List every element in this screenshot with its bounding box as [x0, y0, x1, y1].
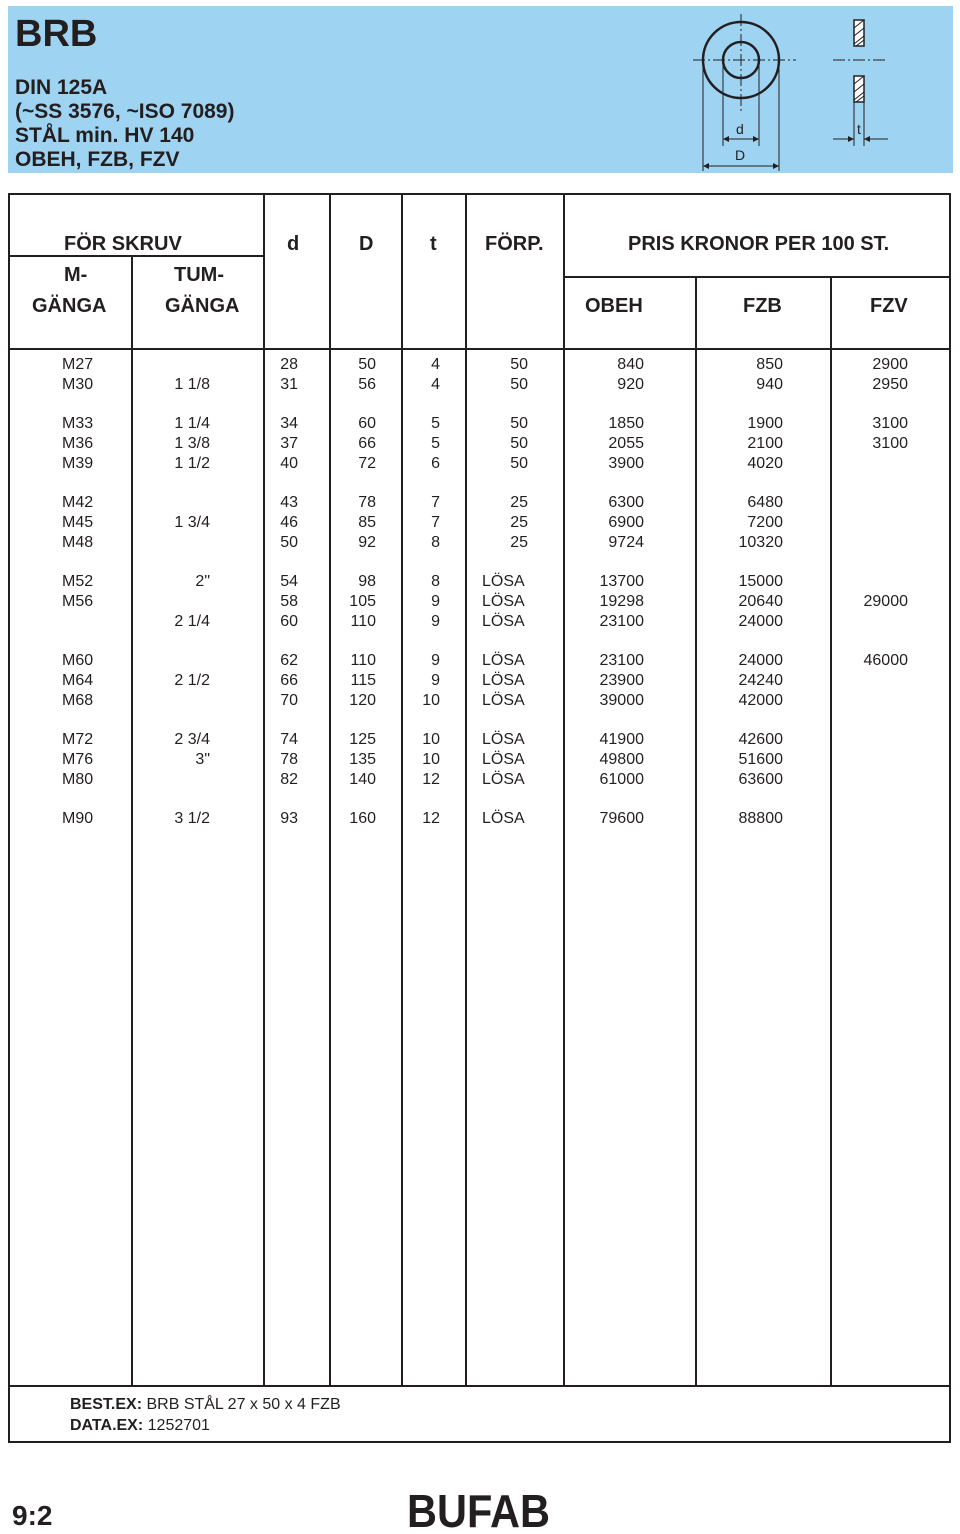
- cell-forp: LÖSA: [482, 573, 525, 590]
- cell-D: 98: [358, 573, 376, 590]
- cell-m: M33: [62, 415, 94, 432]
- cell-t: 6: [431, 455, 440, 472]
- cell-m: M60: [62, 652, 94, 669]
- cell-D: 120: [349, 692, 376, 709]
- header-forp: FÖRP.: [485, 233, 544, 255]
- cell-forp: 50: [510, 455, 528, 472]
- cell-obeh: 2055: [608, 435, 644, 452]
- col-divider-d-D: [329, 195, 331, 1385]
- cell-obeh: 920: [617, 376, 644, 393]
- cell-t: 4: [431, 356, 440, 373]
- cell-tum: 3": [195, 751, 210, 768]
- cell-tum: 1 3/4: [174, 514, 210, 531]
- cell-tum: 1 1/8: [174, 376, 210, 393]
- cell-d: 66: [280, 672, 298, 689]
- header-bottom-rule: [10, 348, 951, 350]
- cell-t: 4: [431, 376, 440, 393]
- cell-fzb: 42600: [738, 731, 783, 748]
- cell-tum: 1 1/4: [174, 415, 210, 432]
- cell-obeh: 6300: [608, 494, 644, 511]
- cell-obeh: 9724: [608, 534, 644, 551]
- bufab-logo: [407, 1488, 552, 1532]
- cell-m: M52: [62, 573, 94, 590]
- cell-tum: 2 1/4: [174, 613, 210, 630]
- cell-fzb: 24000: [738, 613, 783, 630]
- cell-forp: LÖSA: [482, 652, 525, 669]
- cell-obeh: 3900: [608, 455, 644, 472]
- cell-fzv: 2900: [872, 356, 908, 373]
- cell-m: M68: [62, 692, 94, 709]
- cell-D: 92: [358, 534, 376, 551]
- cell-forp: LÖSA: [482, 593, 525, 610]
- header-fzv: FZV: [870, 295, 908, 317]
- cell-fzb: 63600: [738, 771, 783, 788]
- header-obeh: OBEH: [585, 295, 643, 317]
- dim-label-D: D: [735, 147, 746, 163]
- page-number: 9:2: [12, 1500, 53, 1531]
- washer-dimension-drawing: [688, 6, 898, 173]
- cell-obeh: 840: [617, 356, 644, 373]
- header-tum-1: TUM-: [174, 264, 224, 286]
- dim-label-d: d: [736, 121, 744, 137]
- cell-d: 82: [280, 771, 298, 788]
- cell-fzb: 15000: [738, 573, 783, 590]
- spec-line-1: DIN 125A: [15, 76, 108, 99]
- cell-forp: 25: [510, 534, 528, 551]
- cell-forp: 50: [510, 435, 528, 452]
- cell-forp: LÖSA: [482, 692, 525, 709]
- cell-d: 70: [280, 692, 298, 709]
- header-for-skruv: FÖR SKRUV: [64, 233, 182, 255]
- cell-fzb: 42000: [738, 692, 783, 709]
- cell-forp: LÖSA: [482, 810, 525, 827]
- cell-m: M36: [62, 435, 94, 452]
- cell-m: M42: [62, 494, 94, 511]
- cell-t: 9: [431, 613, 440, 630]
- data-ex-value: 1252701: [147, 1417, 210, 1434]
- cell-D: 140: [349, 771, 376, 788]
- cell-fzb: 850: [756, 356, 783, 373]
- cell-forp: LÖSA: [482, 731, 525, 748]
- cell-d: 60: [280, 613, 298, 630]
- cell-fzb: 88800: [738, 810, 783, 827]
- cell-forp: LÖSA: [482, 751, 525, 768]
- cell-forp: LÖSA: [482, 672, 525, 689]
- cell-obeh: 23100: [599, 652, 644, 669]
- cell-fzb: 6480: [747, 494, 783, 511]
- cell-obeh: 13700: [599, 573, 644, 590]
- cell-d: 78: [280, 751, 298, 768]
- cell-t: 9: [431, 593, 440, 610]
- col-divider-D-t: [401, 195, 403, 1385]
- cell-d: 28: [280, 356, 298, 373]
- cell-d: 43: [280, 494, 298, 511]
- cell-d: 93: [280, 810, 298, 827]
- cell-d: 62: [280, 652, 298, 669]
- cell-tum: 2": [195, 573, 210, 590]
- cell-t: 10: [422, 731, 440, 748]
- header-m-2: GÄNGA: [32, 295, 107, 317]
- cell-t: 9: [431, 672, 440, 689]
- cell-t: 5: [431, 415, 440, 432]
- cell-fzv: 3100: [872, 415, 908, 432]
- best-ex-value: BRB STÅL 27 x 50 x 4 FZB: [146, 1396, 341, 1413]
- cell-D: 115: [350, 672, 376, 689]
- cell-t: 10: [422, 751, 440, 768]
- cell-obeh: 1850: [608, 415, 644, 432]
- cell-fzb: 4020: [747, 455, 783, 472]
- cell-fzb: 20640: [738, 593, 783, 610]
- spec-line-4: OBEH, FZB, FZV: [15, 148, 180, 171]
- header-rule-pris: [563, 276, 951, 278]
- cell-t: 10: [422, 692, 440, 709]
- header-D: D: [359, 233, 374, 255]
- cell-obeh: 39000: [599, 692, 644, 709]
- cell-forp: LÖSA: [482, 771, 525, 788]
- cell-t: 12: [422, 771, 440, 788]
- cell-m: M48: [62, 534, 94, 551]
- best-ex-line: [70, 1395, 341, 1415]
- cell-d: 50: [280, 534, 298, 551]
- cell-d: 58: [280, 593, 298, 610]
- data-ex-label: DATA.EX:: [70, 1417, 144, 1434]
- cell-m: M64: [62, 672, 94, 689]
- cell-t: 7: [431, 514, 440, 531]
- col-divider-fzb-fzv: [830, 277, 832, 1385]
- cell-obeh: 23900: [599, 672, 644, 689]
- cell-d: 40: [280, 455, 298, 472]
- cell-m: M76: [62, 751, 94, 768]
- cell-obeh: 23100: [599, 613, 644, 630]
- cell-m: M30: [62, 376, 94, 393]
- cell-obeh: 41900: [599, 731, 644, 748]
- cell-fzb: 1900: [747, 415, 783, 432]
- cell-t: 8: [431, 534, 440, 551]
- table-bottom-rule: [10, 1385, 951, 1387]
- col-divider-skruv-d: [263, 195, 265, 1385]
- cell-forp: 50: [510, 415, 528, 432]
- cell-obeh: 6900: [608, 514, 644, 531]
- cell-t: 12: [422, 810, 440, 827]
- cell-m: M27: [62, 356, 94, 373]
- cell-fzv: 2950: [872, 376, 908, 393]
- cell-tum: 1 3/8: [174, 435, 210, 452]
- cell-d: 34: [280, 415, 298, 432]
- col-divider-forp-obeh: [563, 195, 565, 1385]
- cell-D: 160: [349, 810, 376, 827]
- cell-D: 66: [358, 435, 376, 452]
- cell-fzb: 24240: [738, 672, 783, 689]
- header-pris: PRIS KRONOR PER 100 ST.: [628, 233, 890, 255]
- price-table: [8, 193, 951, 1443]
- bufab-logo-text: BUFAB: [407, 1488, 550, 1532]
- cell-fzv: 29000: [863, 593, 908, 610]
- cell-obeh: 79600: [599, 810, 644, 827]
- cell-m: M39: [62, 455, 94, 472]
- col-divider-t-forp: [465, 195, 467, 1385]
- best-ex-label: BEST.EX:: [70, 1396, 143, 1413]
- cell-forp: 25: [510, 514, 528, 531]
- cell-forp: 50: [510, 376, 528, 393]
- cell-D: 78: [358, 494, 376, 511]
- header-band: [8, 6, 953, 173]
- header-tum-2: GÄNGA: [165, 295, 240, 317]
- cell-forp: 50: [510, 356, 528, 373]
- cell-D: 85: [358, 514, 376, 531]
- cell-d: 46: [280, 514, 298, 531]
- cell-fzv: 3100: [872, 435, 908, 452]
- data-ex-line: [70, 1416, 210, 1436]
- cell-fzb: 7200: [747, 514, 783, 531]
- cell-d: 74: [280, 731, 298, 748]
- cell-obeh: 61000: [599, 771, 644, 788]
- cell-D: 56: [358, 376, 376, 393]
- cell-fzb: 51600: [738, 751, 783, 768]
- cell-tum: 2 3/4: [174, 731, 210, 748]
- cell-fzb: 940: [756, 376, 783, 393]
- cell-d: 31: [280, 376, 298, 393]
- cell-d: 54: [280, 573, 298, 590]
- cell-tum: 1 1/2: [174, 455, 210, 472]
- cell-fzv: 46000: [863, 652, 908, 669]
- col-divider-obeh-fzb: [695, 277, 697, 1385]
- cell-fzb: 24000: [738, 652, 783, 669]
- cell-m: M90: [62, 810, 94, 827]
- header-m-1: M-: [64, 264, 88, 286]
- spec-line-2: (~SS 3576, ~ISO 7089): [15, 100, 235, 123]
- cell-m: M56: [62, 593, 94, 610]
- cell-forp: LÖSA: [482, 613, 525, 630]
- cell-t: 7: [431, 494, 440, 511]
- header-d: d: [287, 233, 300, 255]
- cell-D: 110: [350, 652, 376, 669]
- cell-tum: 2 1/2: [174, 672, 210, 689]
- cell-D: 125: [349, 731, 376, 748]
- cell-D: 135: [349, 751, 376, 768]
- product-title: BRB: [15, 13, 98, 55]
- col-divider-m-tum: [131, 255, 133, 1385]
- cell-obeh: 19298: [599, 593, 644, 610]
- cell-m: M72: [62, 731, 94, 748]
- cell-d: 37: [280, 435, 298, 452]
- header-fzb: FZB: [743, 295, 782, 317]
- cell-obeh: 49800: [599, 751, 644, 768]
- spec-line-3: STÅL min. HV 140: [15, 124, 195, 147]
- header-t: t: [430, 233, 437, 255]
- cell-t: 5: [431, 435, 440, 452]
- cell-tum: 3 1/2: [174, 810, 210, 827]
- cell-D: 110: [350, 613, 376, 630]
- cell-fzb: 10320: [738, 534, 783, 551]
- cell-t: 9: [431, 652, 440, 669]
- cell-D: 50: [358, 356, 376, 373]
- cell-fzb: 2100: [747, 435, 783, 452]
- cell-D: 105: [349, 593, 376, 610]
- cell-m: M45: [62, 514, 94, 531]
- cell-D: 60: [358, 415, 376, 432]
- dim-label-t: t: [857, 121, 861, 137]
- cell-t: 8: [431, 573, 440, 590]
- cell-forp: 25: [510, 494, 528, 511]
- cell-D: 72: [358, 455, 376, 472]
- cell-m: M80: [62, 771, 94, 788]
